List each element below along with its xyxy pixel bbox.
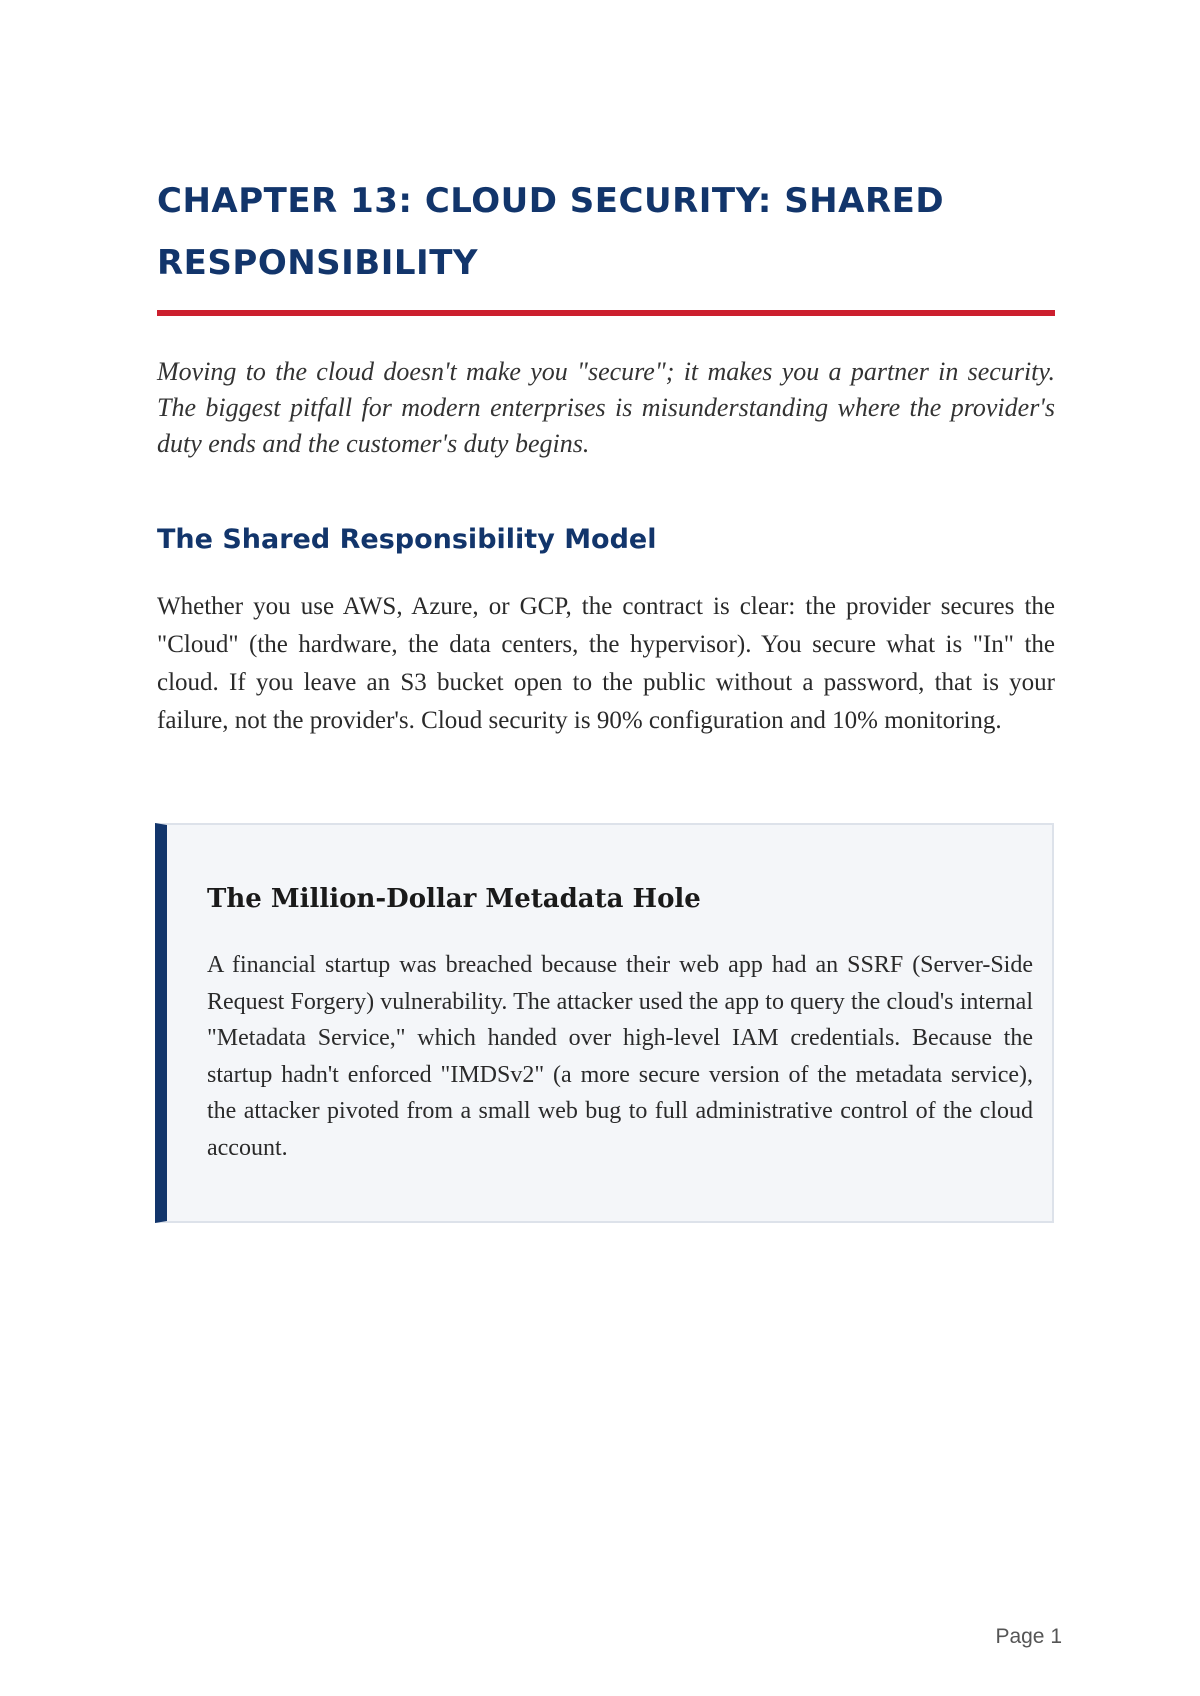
page-number: Page 1 [995, 1625, 1062, 1648]
callout-title: The Million-Dollar Metadata Hole [207, 884, 701, 914]
title-divider [157, 310, 1055, 316]
callout-box [155, 823, 1054, 1223]
chapter-title: CHAPTER 13: CLOUD SECURITY: SHARED RESPONSIBILITY [157, 181, 945, 283]
section-heading: The Shared Responsibility Model [157, 524, 657, 555]
section-body: Whether you use AWS, Azure, or GCP, the contract is clear: the provider secures the "Cloud" (the hardware, the data centers, the hypervisor). You secure what is "In" the cloud. If you leave an S3 bucket open to the public without a password, that is your failure, not the provider's. Cloud security is 90% configuration and 10% monitoring. [157, 593, 1055, 734]
intro-paragraph: Moving to the cloud doesn't make you "secure"; it makes you a partner in security. The biggest pitfall for modern enterprises is misunderstanding where the provider's duty ends and the customer's duty begins. [157, 357, 1055, 458]
callout-body: A financial startup was breached because their web app had an SSRF (Server-Side Request Forgery) vulnerability. The attacker used the app to query the cloud's internal "Metadata Service," which handed over high-level IAM credentials. Because the startup hadn't enforced "IMDSv2" (a more secure version of the metadata service), the attacker pivoted from a small web bug to full administrative control of the cloud account. [207, 952, 1033, 1161]
